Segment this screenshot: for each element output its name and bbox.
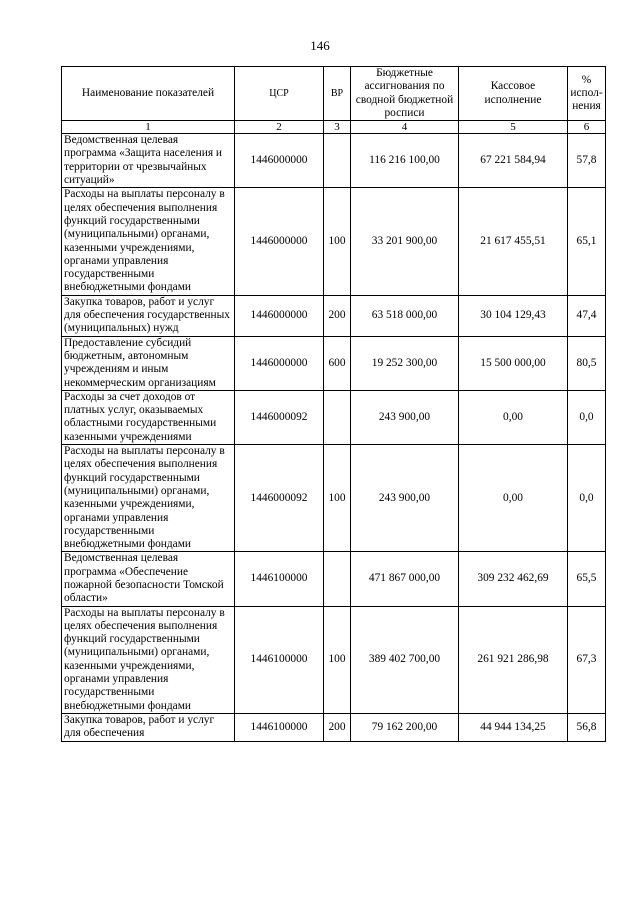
- column-number: 5: [459, 121, 568, 134]
- row-cash: 15 500 000,00: [459, 336, 568, 390]
- row-vr: 100: [324, 445, 351, 552]
- row-vr: 200: [324, 295, 351, 336]
- row-budget: 116 216 100,00: [351, 134, 459, 188]
- row-vr: [324, 134, 351, 188]
- row-percent: 65,1: [568, 188, 606, 295]
- header-name: Наименование показателей: [62, 67, 235, 121]
- table-row: [62, 552, 606, 606]
- table-row: [62, 188, 606, 295]
- row-csr: 1446000000: [235, 188, 324, 295]
- table-row: [62, 134, 606, 188]
- row-name: Расходы на выплаты персоналу в целях обеспечения выполнения функций государственными (муниципальными) органами, казенными учреждениями, органами управления государственными внебюджетными фондами: [62, 188, 235, 295]
- row-budget: 243 900,00: [351, 445, 459, 552]
- table-row: [62, 336, 606, 390]
- row-name: Закупка товаров, работ и услуг для обеспечения государственных (муниципальных) нужд: [62, 295, 235, 336]
- row-percent: 57,8: [568, 134, 606, 188]
- row-name: Закупка товаров, работ и услуг для обеспечения: [62, 713, 235, 741]
- row-percent: 80,5: [568, 336, 606, 390]
- row-name: Расходы на выплаты персоналу в целях обеспечения выполнения функций государственными (муниципальными) органами, казенными учреждениями, органами управления государственными внебюджетными фондами: [62, 606, 235, 713]
- row-vr: [324, 552, 351, 606]
- row-percent: 67,3: [568, 606, 606, 713]
- column-number: 3: [324, 121, 351, 134]
- table-row: [62, 606, 606, 713]
- row-percent: 65,5: [568, 552, 606, 606]
- row-csr: 1446000000: [235, 134, 324, 188]
- row-budget: 19 252 300,00: [351, 336, 459, 390]
- row-cash: 261 921 286,98: [459, 606, 568, 713]
- row-budget: 33 201 900,00: [351, 188, 459, 295]
- header-vr: ВР: [324, 67, 351, 121]
- row-cash: 67 221 584,94: [459, 134, 568, 188]
- row-vr: 200: [324, 713, 351, 741]
- row-percent: 47,4: [568, 295, 606, 336]
- row-csr: 1446000092: [235, 390, 324, 444]
- header-csr: ЦСР: [235, 67, 324, 121]
- row-cash: 44 944 134,25: [459, 713, 568, 741]
- row-budget: 79 162 200,00: [351, 713, 459, 741]
- row-name: Расходы за счет доходов от платных услуг, оказываемых областными государственными казенными учреждениями: [62, 390, 235, 444]
- row-cash: 0,00: [459, 445, 568, 552]
- table-header-row: [62, 67, 606, 121]
- row-name: Предоставление субсидий бюджетным, автономным учреждениям и иным некоммерческим организациям: [62, 336, 235, 390]
- row-vr: 100: [324, 188, 351, 295]
- row-name: Ведомственная целевая программа «Обеспечение пожарной безопасности Томской области»: [62, 552, 235, 606]
- row-cash: 21 617 455,51: [459, 188, 568, 295]
- row-percent: 0,0: [568, 445, 606, 552]
- row-csr: 1446000000: [235, 295, 324, 336]
- header-budget: Бюджетные ассигнования по сводной бюджетной росписи: [351, 67, 459, 121]
- column-number: 1: [62, 121, 235, 134]
- row-csr: 1446000000: [235, 336, 324, 390]
- header-cash: Кассовое исполнение: [459, 67, 568, 121]
- table-row: [62, 713, 606, 741]
- row-budget: 471 867 000,00: [351, 552, 459, 606]
- table-row: [62, 295, 606, 336]
- row-vr: [324, 390, 351, 444]
- row-budget: 63 518 000,00: [351, 295, 459, 336]
- row-name: Ведомственная целевая программа «Защита населения и территории от чрезвычайных ситуаций»: [62, 134, 235, 188]
- row-cash: 30 104 129,43: [459, 295, 568, 336]
- row-csr: 1446100000: [235, 552, 324, 606]
- budget-execution-table: [61, 66, 606, 742]
- table-row: [62, 390, 606, 444]
- page-number: 146: [310, 38, 330, 53]
- row-budget: 243 900,00: [351, 390, 459, 444]
- row-name: Расходы на выплаты персоналу в целях обеспечения выполнения функций государственными (муниципальными) органами, казенными учреждениями, органами управления государственными внебюджетными фондами: [62, 445, 235, 552]
- row-percent: 56,8: [568, 713, 606, 741]
- row-vr: 100: [324, 606, 351, 713]
- row-cash: 0,00: [459, 390, 568, 444]
- column-number-row: [62, 121, 606, 134]
- row-percent: 0,0: [568, 390, 606, 444]
- row-budget: 389 402 700,00: [351, 606, 459, 713]
- table-row: [62, 445, 606, 552]
- row-csr: 1446000092: [235, 445, 324, 552]
- row-csr: 1446100000: [235, 606, 324, 713]
- row-vr: 600: [324, 336, 351, 390]
- row-cash: 309 232 462,69: [459, 552, 568, 606]
- column-number: 4: [351, 121, 459, 134]
- row-csr: 1446100000: [235, 713, 324, 741]
- column-number: 2: [235, 121, 324, 134]
- column-number: 6: [568, 121, 606, 134]
- header-percent: % испол-нения: [568, 67, 606, 121]
